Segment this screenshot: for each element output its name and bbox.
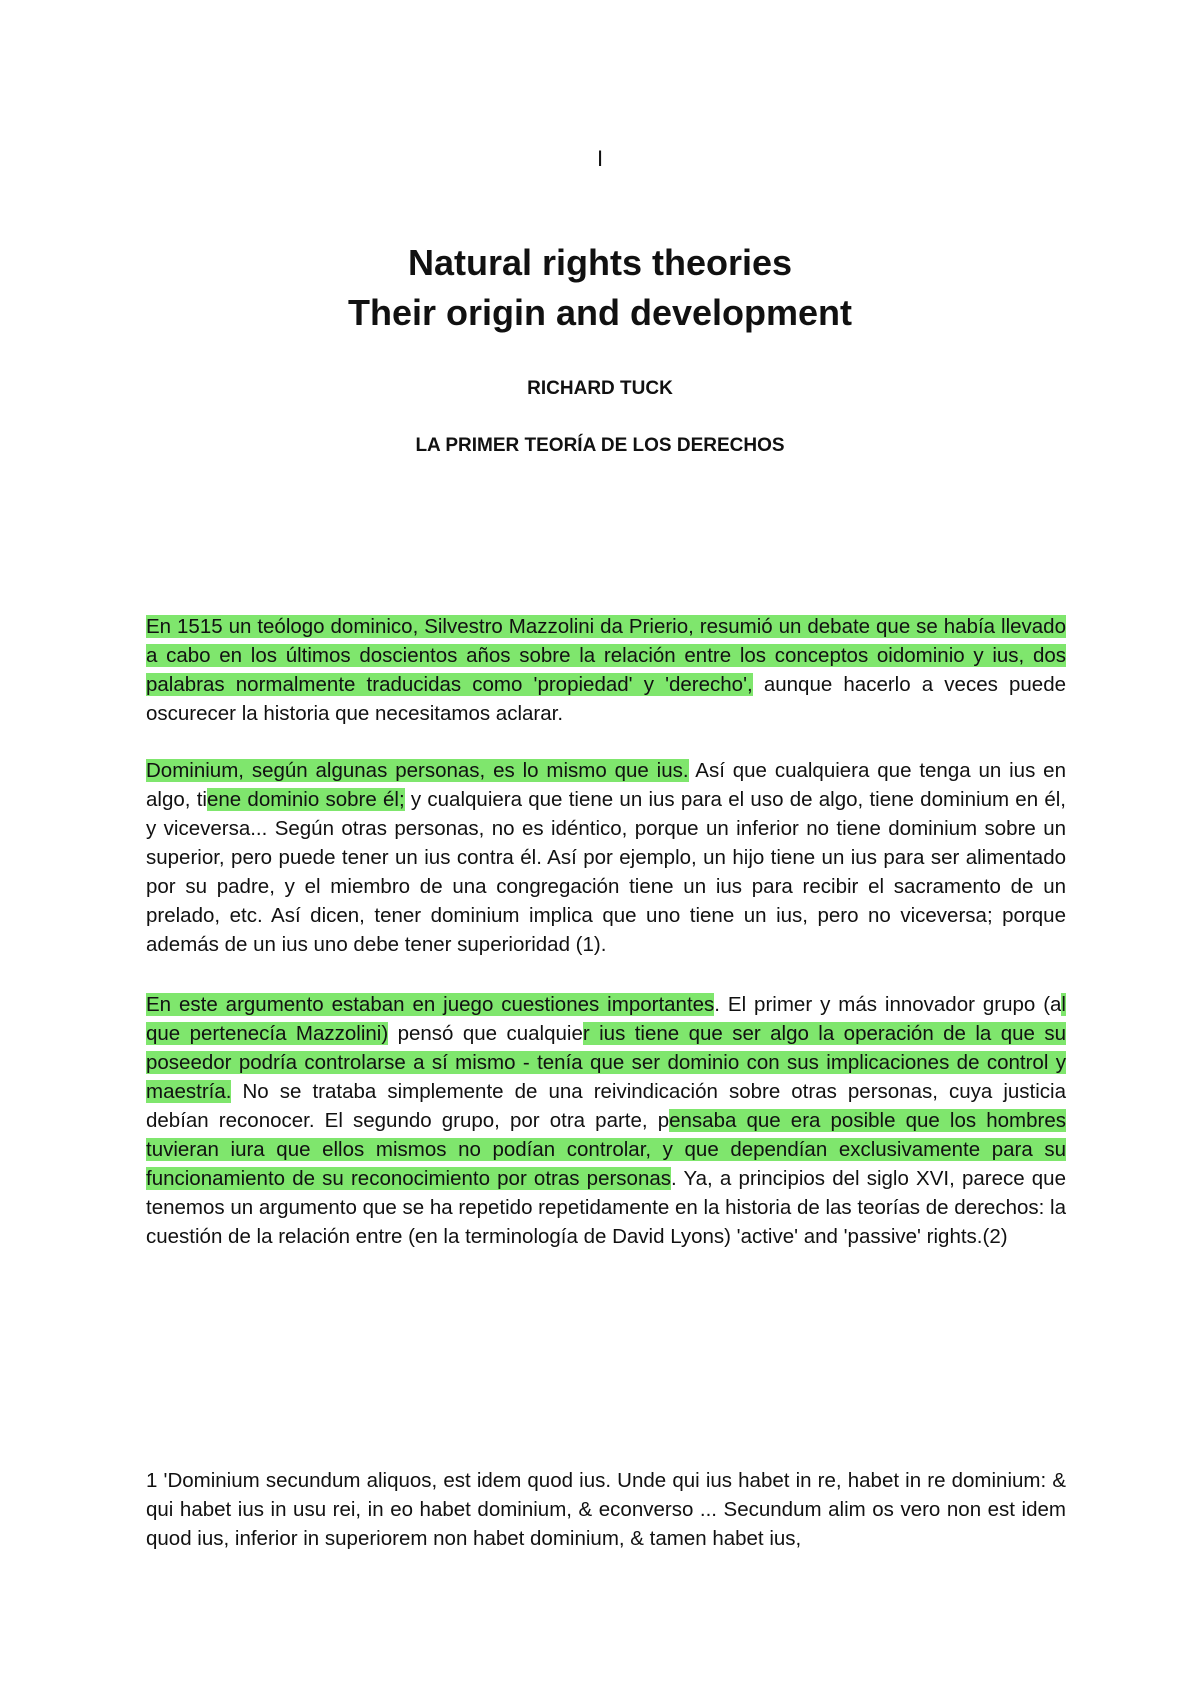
title-line-2: Their origin and development bbox=[347, 292, 853, 333]
document-title bbox=[0, 238, 1200, 338]
footnote-1: 1 'Dominium secundum aliquos, est idem quod ius. Unde qui ius habet in re, habet in re dominium: & qui habet ius in usu rei, in eo habet dominium, & econverso ... Secundum alim os vero non est idem quod ius, inferior in superiorem non habet dominium, & tamen habet ius, bbox=[146, 1469, 1066, 1550]
author-name: RICHARD TUCK bbox=[527, 378, 673, 399]
highlighted-text: En 1515 un teólogo dominico, Silvestro Mazzolini da Prierio, resumió un debate que se había llevado a cabo en los últimos doscientos años sobre la relación entre los conceptos oidominio y ius, dos palabras normalmente traducidas como 'propiedad' y 'derecho', bbox=[146, 615, 1066, 696]
paragraph-text: . Ya, a principios del siglo XVI, parece que tenemos un argumento que se ha repetido repetidamente en la historia de las teorías de derechos: la cuestión de la relación entre (en la terminología de David Lyons) 'active' and 'passive' rights.(2) bbox=[146, 1167, 1066, 1248]
paragraph-2 bbox=[146, 756, 1066, 959]
paragraph-text: pensó que cualquie bbox=[388, 1022, 583, 1045]
paragraph-text: Así que cualquiera que tenga un ius en algo, ti bbox=[146, 759, 1066, 811]
paragraph-1 bbox=[146, 612, 1066, 728]
highlighted-text: ensaba que era posible que los hombres tuvieran iura que ellos mismos no podían controlar, y que dependían exclusivamente para su funcionamiento de su reconocimiento por otras personas bbox=[146, 1109, 1066, 1190]
page-marker: I bbox=[596, 146, 604, 171]
highlighted-text: En este argumento estaban en juego cuestiones importantes bbox=[146, 993, 715, 1016]
paragraph-text: aunque hacerlo a veces puede oscurecer la historia que necesitamos aclarar. bbox=[146, 673, 1066, 725]
paragraph-text: No se trataba simplemente de una reivindicación sobre otras personas, cuya justicia debían reconocer. El segundo grupo, por otra parte, p bbox=[146, 1080, 1066, 1132]
section-subtitle: LA PRIMER TEORÍA DE LOS DERECHOS bbox=[415, 435, 785, 456]
paragraph-text: y cualquiera que tiene un ius para el uso de algo, tiene dominium en él, y viceversa... Según otras personas, no es idéntico, porque un inferior no tiene dominium sobre un superior, pero puede tener un ius contra él. Así por ejemplo, un hijo tiene un ius para ser alimentado por su padre, y el miembro de una congregación tiene un ius para recibir el sacramento de un prelado, etc. Así dicen, tener dominium implica que uno tiene un ius, pero no viceversa; porque además de un ius uno debe tener superioridad (1). bbox=[146, 788, 1067, 956]
paragraph-3 bbox=[146, 990, 1066, 1251]
highlighted-text: ene dominio sobre él; bbox=[206, 788, 405, 811]
highlighted-text: l que pertenecía Mazzolini) bbox=[146, 993, 1066, 1045]
title-line-1: Natural rights theories bbox=[407, 242, 793, 283]
highlighted-text: Dominium, según algunas personas, es lo mismo que ius. bbox=[146, 759, 689, 782]
paragraph-text: . El primer y más innovador grupo (a bbox=[714, 993, 1062, 1016]
highlighted-text: r ius tiene que ser algo la operación de la que su poseedor podría controlarse a sí mismo - tenía que ser dominio con sus implicaciones de control y maestría. bbox=[146, 1022, 1066, 1103]
